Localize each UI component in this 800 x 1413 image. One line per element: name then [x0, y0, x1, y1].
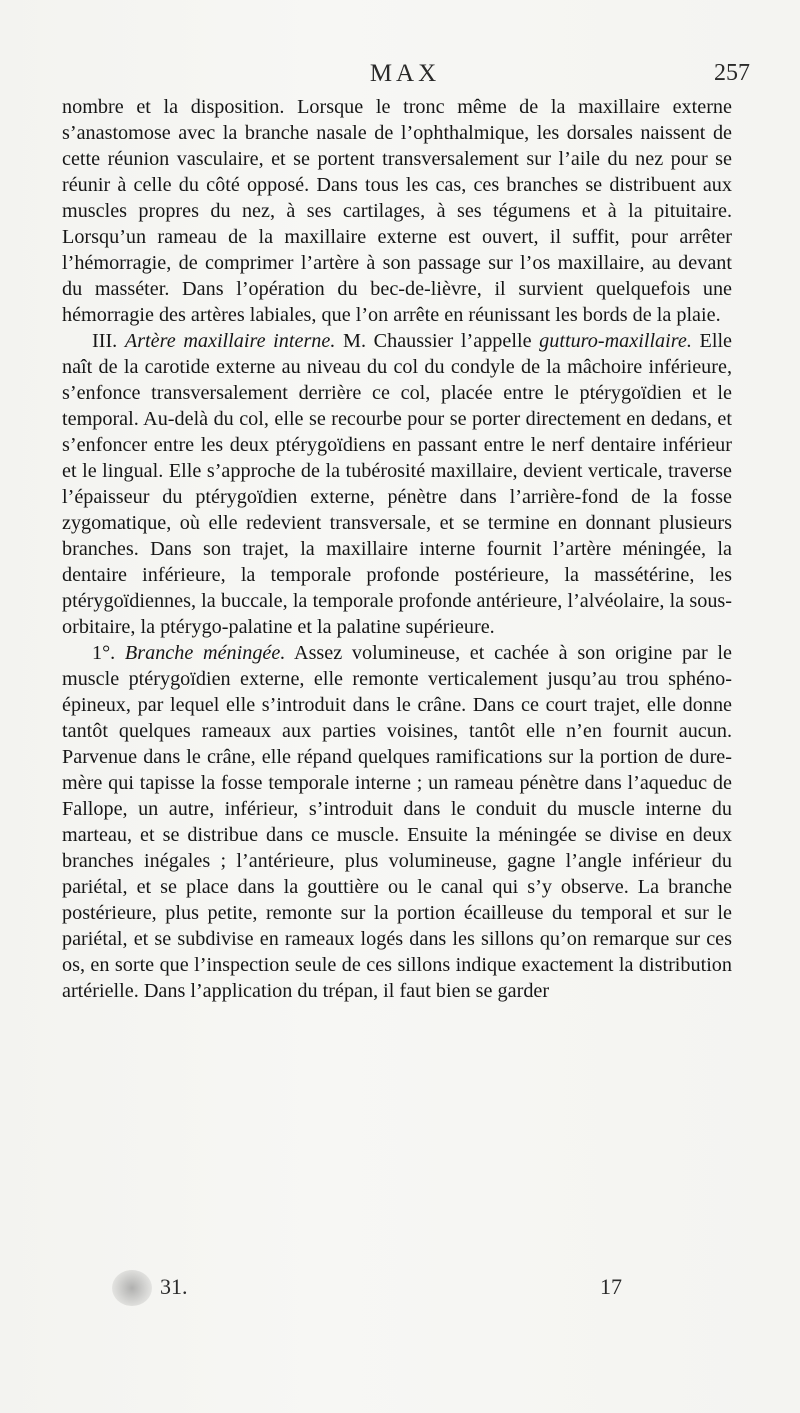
- running-head: MAX: [369, 60, 441, 87]
- paragraph-branche-meningee: [62, 640, 732, 1004]
- body-text: [62, 94, 732, 1004]
- section-heading: Artère maxillaire interne.: [124, 330, 336, 352]
- text-run: M. Chaussier l’appelle: [335, 330, 540, 352]
- text-run: nombre et la disposition. Lorsque le tronc même de la maxillaire externe s’anastomose avec la branche nasale de l’ophthalmique, les dorsales naissent de cette réunion vasculaire, et se portent transversalement sur l’aile du nez pour se réunir à celle du côté opposé. Dans tous les cas, ces branches se distribuent aux muscles propres du nez, à ses cartilages, à ses tégumens et à la pituitaire. Lorsqu’un rameau de la maxillaire externe est ouvert, il suffit, pour arrêter l’hémorragie, de comprimer l’artère à son passage sur l’os maxillaire, au devant du masséter. Dans l’opération du bec-de-lièvre, il survient quelquefois une hémorragie des artères labiales, que l’on arrête en réunissant les bords de la plaie.: [62, 96, 732, 326]
- signature-mark: 31.: [160, 1274, 188, 1299]
- page-number: 257: [714, 60, 750, 86]
- page-header: [60, 60, 750, 90]
- page-footer: [60, 1274, 750, 1304]
- text-run: Assez volumineuse, et cachée à son origine par le muscle ptérygoïdien externe, elle remonte verticalement jusqu’au trou sphéno-épineux, par lequel elle s’introduit dans le crâne. Dans ce court trajet, elle donne tantôt quelques rameaux aux parties voisines, tantôt elle n’en fournit aucun. Parvenue dans le crâne, elle répand quelques ramifications sur la portion de dure-mère qui tapisse la fosse temporale interne ; un rameau pénètre dans l’aqueduc de Fallope, un autre, inférieur, s’introduit dans le conduit du muscle interne du marteau, et se distribue dans ce muscle. Ensuite la méningée se divise en deux branches inégales ; l’antérieure, plus volumineuse, gagne l’angle inférieur du pariétal, et se place dans la gouttière ou le canal qui s’y observe. La branche postérieure, plus petite, remonte sur la portion écailleuse du temporal et sur le pariétal, et se subdivise en rameaux logés dans les sillons qu’on remarque sur ces os, en sorte que l’inspection seule de ces sillons indique exactement la distribution artérielle. Dans l’application du trépan, il faut bien se garder: [62, 642, 732, 1002]
- italic-term: gutturo-maxillaire.: [539, 330, 692, 352]
- paragraph-continued: [62, 94, 732, 328]
- section-number: 1°.: [92, 642, 125, 664]
- section-number: III.: [92, 330, 125, 352]
- sheet-number: 17: [600, 1274, 622, 1299]
- text-run: Elle naît de la carotide externe au niveau du col du condyle de la mâchoire inférieure, s’enfonce transversalement derrière ce col, placée entre le ptérygoïdien et le temporal. Au-delà du col, elle se recourbe pour se porter directement en dedans, et s’enfoncer entre les deux ptérygoïdiens en passant entre le nerf dentaire inférieur et le lingual. Elle s’approche de la tubérosité maxillaire, devient verticale, traverse l’épaisseur du ptérygoïdien externe, pénètre dans l’arrière-fond de la fosse zygomatique, où elle redevient transversale, et se termine en donnant plusieurs branches. Dans son trajet, la maxillaire interne fournit l’artère méningée, la dentaire inférieure, la temporale profonde postérieure, la massétérine, les ptérygoïdiennes, la buccale, la temporale profonde antérieure, l’alvéolaire, la sous-orbitaire, la ptérygo-palatine et la palatine supérieure.: [62, 330, 733, 638]
- paragraph-maxillaire-interne: [62, 328, 732, 640]
- section-heading: Branche méningée.: [124, 642, 286, 664]
